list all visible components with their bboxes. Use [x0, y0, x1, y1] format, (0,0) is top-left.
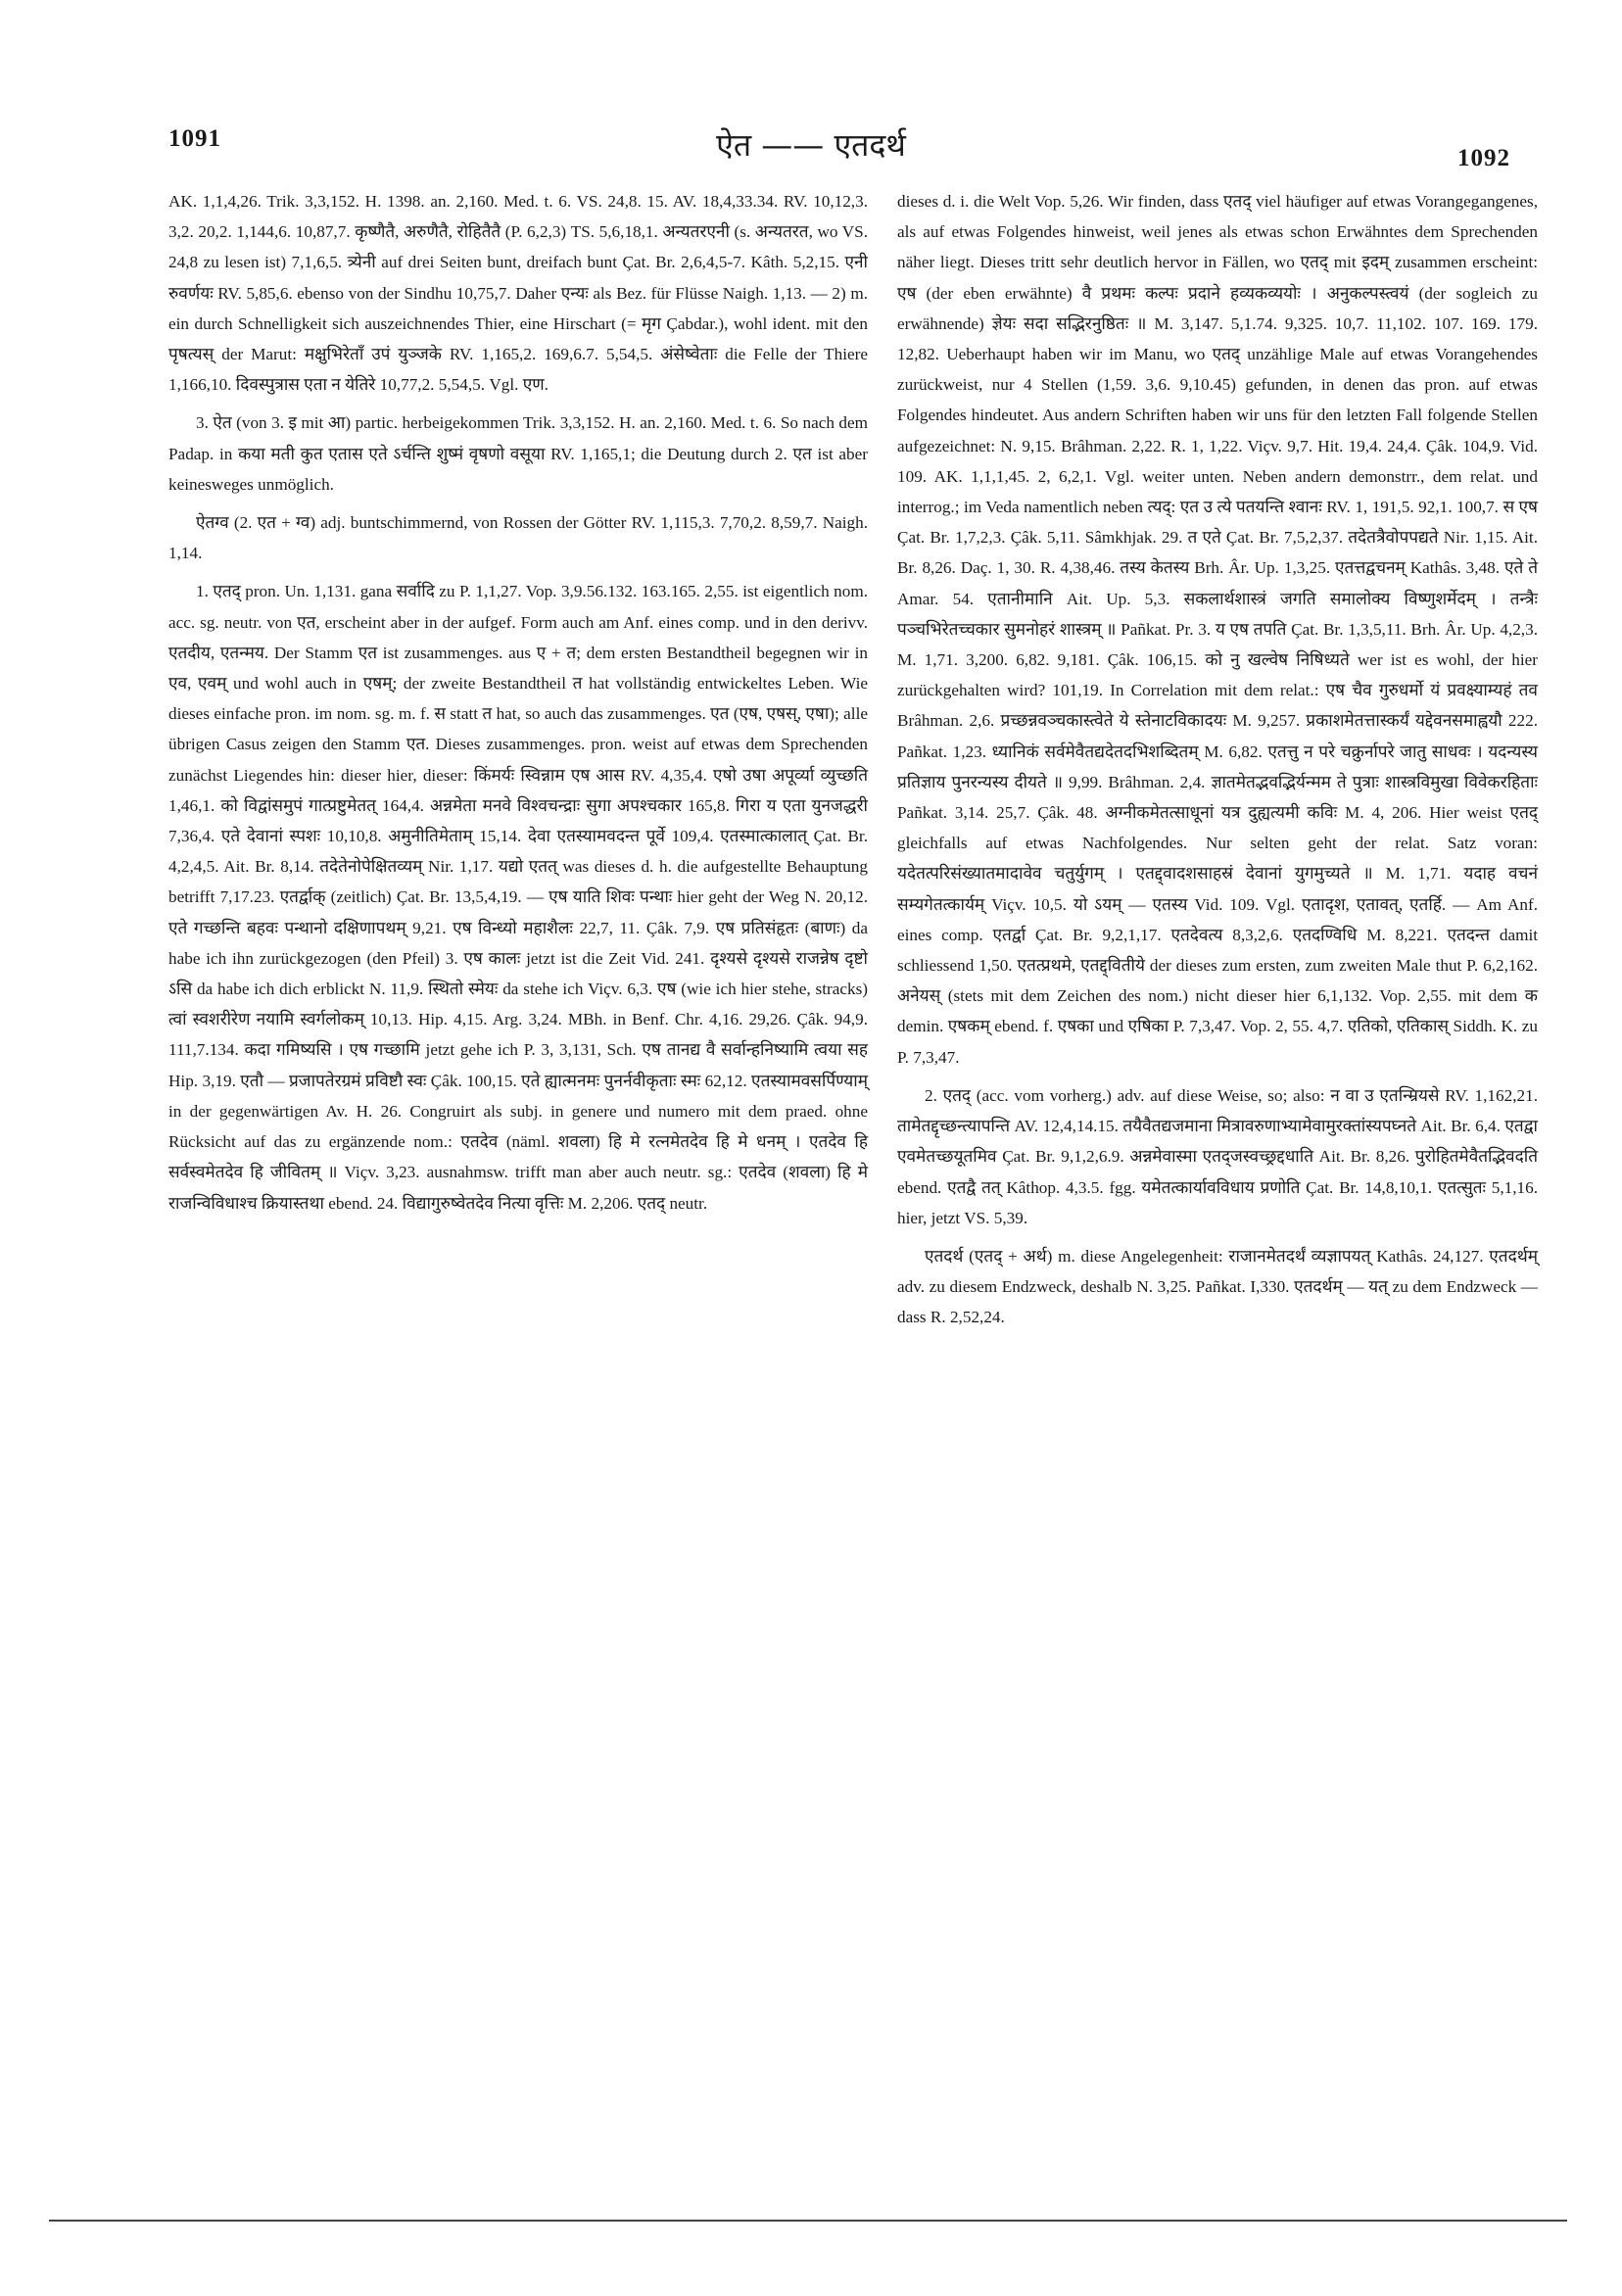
- page-number-right: 1092: [1457, 145, 1510, 171]
- left-column: [168, 186, 868, 1226]
- entry-paragraph: ऐतग्व (2. एत + ग्व) adj. buntschimmernd, von Rossen der Götter RV. 1,115,3. 7,70,2. 8,59,7. Naigh. 1,14.: [168, 513, 868, 563]
- entry-paragraph: एतदर्थ (एतद् + अर्थ) m. diese Angelegenheit: राजानमेतदर्थं व्यज्ञापयत् Kathâs. 24,127. एतदर्थम् adv. zu diesem Endzweck, deshalb N. 3,25. Pañkat. I,330. एतदर्थम् — यत् zu dem Endzweck — dass R. 2,52,24.: [897, 1246, 1538, 1327]
- right-column: [897, 186, 1538, 1341]
- page-number-left: 1091: [168, 125, 221, 152]
- entry-paragraph: dieses d. i. die Welt Vop. 5,26. Wir finden, dass एतद् viel häufiger auf etwas Vorangegangenes, als auf etwas Folgendes hinweist, weil jenes als etwas schon Erwähntes dem Sprechenden näher liegt. Dieses tritt sehr deutlich hervor in Fällen, wo एतद् mit इदम् zusammen erscheint: एष (der eben erwähnte) वै प्रथमः कल्पः प्रदाने हव्यकव्ययोः । अनुकल्पस्त्वयं (der sogleich zu erwähnende) ज्ञेयः सदा सद्भिरनुष्ठितः ॥ M. 3,147. 5,1.74. 9,325. 10,7. 11,102. 107. 169. 179. 12,82. Ueberhaupt haben wir im Manu, wo एतद् unzählige Male auf etwas Vorangehendes zurückweist, nur 4 Stellen (1,59. 3,6. 9,10.45) gefunden, in denen das pron. auf etwas Folgendes hindeutet. Aus andern Schriften haben wir uns für den letzten Fall folgende Stellen aufgezeichnet: N. 9,15. Brâhman. 2,22. R. 1, 1,22. Viçv. 9,7. Hit. 19,4. 24,4. Çâk. 104,9. Vid. 109. AK. 1,1,1,45. 2, 6,2,1. Vgl. weiter unten. Neben andern demonstrr., dem relat. und interrog.; im Veda namentlich neben त्यद्: एत उ त्ये पतयन्ति श्वानः RV. 1, 191,5. 92,1. 100,7. स एष Çat. Br. 1,7,2,3. Çâk. 5,11. Sâmkhjak. 29. त एते Çat. Br. 7,5,2,37. तदेतत्रैवोपपद्यते Nir. 1,15. Ait. Br. 8,26. Daç. 1, 30. R. 4,38,46. तस्य केतस्य Brh. Âr. Up. 1,3,25. एतत्तद्वचनम् Kathâs. 3,48. एते ते Amar. 54. एतानीमानि Ait. Up. 5,3. सकलार्थशास्त्रं जगति समालोक्य विष्णुशर्मेदम् । तन्त्रैः पञ्चभिरेतच्चकार सुमनोहरं शास्त्रम् ॥ Pañkat. Pr. 3. य एष तपति Çat. Br. 1,3,5,11. Brh. Âr. Up. 4,2,3. M. 1,71. 3,200. 6,82. 9,181. Çâk. 106,15. को नु खल्वेष निषिध्यते wer ist es wohl, der hier zurückgehalten wird? 101,19. In Correlation mit dem relat.: एष चैव गुरुधर्मो यं प्रवक्ष्याम्यहं तव Brâhman. 2,6. प्रच्छन्नवञ्चकास्त्वेते ये स्तेनाटविकादयः M. 9,257. प्रकाशमेतत्तास्कर्यं यद्देवनसमाह्वयौ 222. Pañkat. 1,23. ध्यानिकं सर्वमेवैतद्यदेतदभिशब्दितम् M. 6,82. एतत्तु न परे चक्रुर्नापरे जातु साधवः । यदन्यस्य प्रतिज्ञाय पुनरन्यस्य दीयते ॥ 9,99. Brâhman. 2,4. ज्ञातमेतद्भवद्भिर्यन्मम ते पुत्राः शास्त्रविमुखा विवेकरहिताः Pañkat. 3,14. 25,7. Çâk. 48. अग्नीकमेतत्साधूनां यत्र दुह्यत्यमी कविः M. 4, 206. Hier weist एतद् gleichfalls auf etwas Nachfolgendes. Nur selten geht der relat. Satz voran: यदेतत्परिसंख्यातमादावेव चतुर्युगम् । एतद्द्वादशसाहस्रं देवानां युगमुच्यते ॥ M. 1,71. यदाह वचनं सम्यगेतत्कार्यम् Viçv. 10,5. यो ऽयम् — एतस्य Vid. 109. Vgl. एतादृश, एतावत्, एतर्हि. — Am Anf. eines comp. एतर्द्वा Çat. Br. 9,2,1,17. एतदेवत्य 8,3,2,6. एतदण्विधि M. 8,221. एतदन्त damit schliessend 1,50. एतत्प्रथमे, एतद्द्वितीये der dieses zum ersten, zum zweiten Male thut P. 6,2,162. अनेयस् (stets mit dem Zeichen des nom.) nicht dieser hier 6,1,132. Vop. 2,55. mit dem क demin. एषकम् ebend. f. एषका und एषिका P. 7,3,47. Vop. 2, 55. 4,7. एतिको, एतिकास् Siddh. K. zu P. 7,3,47.: [897, 192, 1538, 1067]
- entry-paragraph: 1. एतद् pron. Un. 1,131. gana सर्वादि zu P. 1,1,27. Vop. 3,9.56.132. 163.165. 2,55. ist eigentlich nom. acc. sg. neutr. von एत, erscheint aber in der aufgef. Form auch am Anf. eines comp. und in den derivv. एतदीय, एतन्मय. Der Stamm एत ist zusammenges. aus ए + त; dem ersten Bestandtheil begegnen wir in एव, एवम् und wohl auch in एषम्; der zweite Bestandtheil त hat vollständig entwickeltes Leben. Wie dieses einfache pron. im nom. sg. m. f. स statt त hat, so auch das zusammenges. एत (एष, एषस्, एषा); alle übrigen Casus zeigen den Stamm एत. Dieses zusammenges. pron. weist auf etwas dem Sprechenden zunächst Liegendes hin: dieser hier, dieser: किंमर्यः स्विन्नाम एष आस RV. 4,35,4. एषो उषा अपूर्व्या व्युच्छति 1,46,1. को विद्वांसमुपं गात्प्रष्टुमेतत् 164,4. अन्नमेता मनवे विश्वचन्द्राः सुगा अपश्चकार 165,8. गिरा य एता युनजद्धरी 7,36,4. एते देवानां स्पशः 10,10,8. अमुनीतिमेताम् 15,14. देवा एतस्यामवदन्त पूर्वे 109,4. एतस्मात्कालात् Çat. Br. 4,2,4,5. Ait. Br. 8,14. तदेतेनोपेक्षितव्यम् Nir. 1,17. यद्यो एतत् was dieses d. h. die aufgestellte Behauptung betrifft 7,17.23. एतर्द्वाक् (zeitlich) Çat. Br. 13,5,4,19. — एष याति शिवः पन्थाः hier geht der Weg N. 20,12. एते गच्छन्ति बहवः पन्थानो दक्षिणापथम् 9,21. एष विन्ध्यो महाशैलः 22,7, 11. Çâk. 7,9. एष प्रतिसंहृतः (बाणः) da habe ich ihn zurückgezogen (den Pfeil) 3. एष कालः jetzt ist die Zeit Vid. 241. दृश्यसे दृश्यसे राजन्नेष दृष्टो ऽसि da habe ich dich erblickt N. 11,9. स्थितो स्मेयः da stehe ich Viçv. 6,3. एष (wie ich hier stehe, stracks) त्वां स्वशरीरेण नयामि स्वर्गलोकम् 10,13. Hip. 4,15. Arg. 3,24. MBh. in Benf. Chr. 4,16. 29,26. Çâk. 94,9. 111,7.134. कदा गमिष्यसि । एष गच्छामि jetzt gehe ich P. 3, 3,131, Sch. एष तानद्य वै सर्वान्हनिष्यामि त्वया सह Hip. 3,19. एतौ — प्रजापतेरग्रमं प्रविष्टौ स्वः Çâk. 100,15. एते ह्यात्मनमः पुनर्नवीकृताः स्मः 62,12. एतस्यामवसर्पिण्याम् in der gegenwärtigen Av. H. 26. Congruirt als subj. in genere und numero mit dem praed. ohne Rücksicht auf das zu ergänzende nom.: एतदेव (näml. शवला) हि मे रत्नमेतदेव हि मे धनम् । एतदेव हि सर्वस्वमेतदेव हि जीवितम् ॥ Viçv. 3,23. ausnahmsw. trifft man aber auch neutr. sg.: एतदेव (शवला) हि मे राजन्विविधाश्च क्रियास्तथा ebend. 24. विद्यागुरुष्वेतदेव नित्या वृत्तिः M. 2,206. एतद् neutr.: [168, 582, 868, 1213]
- entry-paragraph: AK. 1,1,4,26. Trik. 3,3,152. H. 1398. an. 2,160. Med. t. 6. VS. 24,8. 15. AV. 18,4,33.34. RV. 10,12,3. 3,2. 20,2. 1,144,6. 10,87,7. कृष्णैतै, अरुणैतै, रोहितैतै (P. 6,2,3) TS. 5,6,18,1. अन्यतरएनी (s. अन्यतरत, wo VS. 24,8 zu lesen ist) 7,1,6,5. त्र्येनी auf drei Seiten bunt, dreifach bunt Çat. Br. 2,6,4,5-7. Kâth. 5,2,15. एनी रुवर्णयः RV. 5,85,6. ebenso von der Sindhu 10,75,7. Daher एन्यः als Bez. für Flüsse Naigh. 1,13. — 2) m. ein durch Schnelligkeit sich auszeichnendes Thier, eine Hirschart (= मृग Çabdar.), wohl ident. mit den पृषत्यस् der Marut: मक्षुभिरेताँ उपं युञ्जके RV. 1,165,2. 169,6.7. 5,54,5. अंसेष्वेताः die Felle der Thiere 1,166,10. दिवस्पुत्रास एता न येतिरे 10,77,2. 5,54,5. Vgl. एण.: [168, 192, 868, 395]
- running-title: ऐत —— एतदर्थ: [716, 126, 906, 164]
- entry-paragraph: 2. एतद् (acc. vom vorherg.) adv. auf diese Weise, so; also: न वा उ एतन्म्रियसे RV. 1,162,21. तामेतद्दृच्छन्त्यापन्ति AV. 12,4,14.15. तयैवैतद्यजमाना मित्रावरुणाभ्यामेवामुरक्तांस्यपघ्नते Ait. Br. 6,4. एतद्वा एवमेतच्छयूतमिव Çat. Br. 9,1,2,6.9. अन्नमेवास्मा एतद्जस्वच्छ्रद्दधाति Ait. Br. 8,26. पुरोहितमेवैतद्भिवदति ebend. एतद्वै तत् Kâthop. 4,3.5. fgg. यमेतत्कार्यावविधाय प्रणोति Çat. Br. 14,8,10,1. एतत्सुतः 5,1,16. hier, jetzt VS. 5,39.: [897, 1085, 1538, 1227]
- footer-rule: [49, 2220, 1567, 2222]
- page-header: [0, 0, 1622, 186]
- entry-paragraph: 3. ऐत (von 3. इ mit आ) partic. herbeigekommen Trik. 3,3,152. H. an. 2,160. Med. t. 6. So nach dem Padap. in कया मती कुत एतास एते ऽर्चन्ति शुष्मं वृषणो वसूया RV. 1,165,1; die Deutung durch 2. एत ist aber keinesweges unmöglich.: [168, 413, 868, 494]
